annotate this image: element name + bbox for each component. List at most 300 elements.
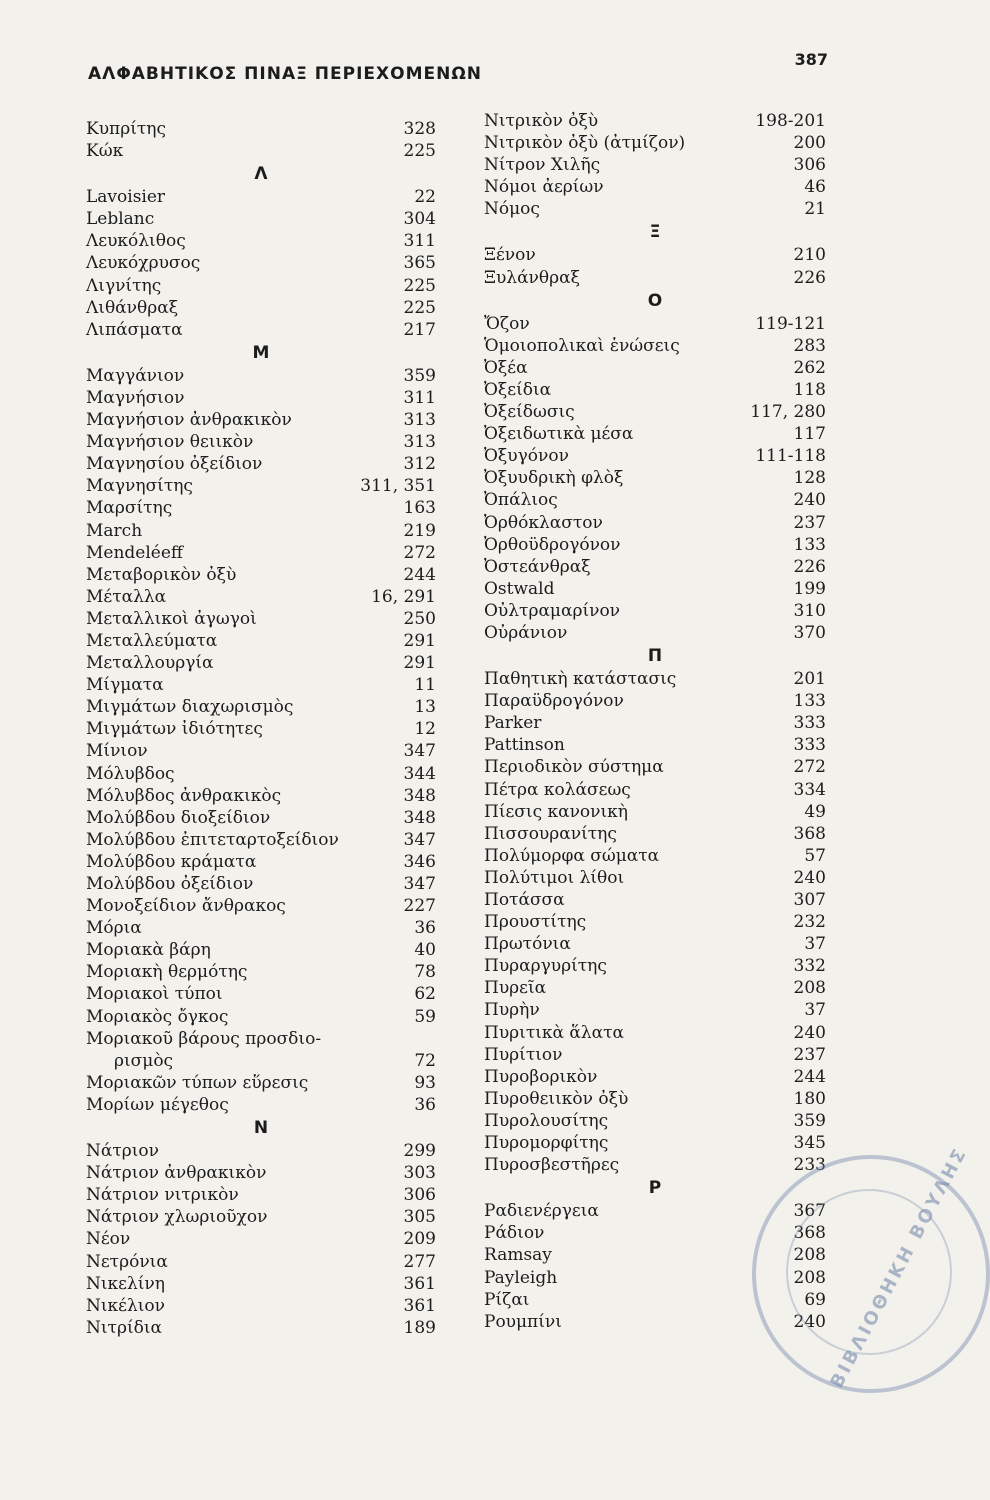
index-entry	[484, 401, 826, 423]
index-page-ref: 200	[793, 133, 826, 154]
index-entry	[86, 1050, 436, 1072]
index-term: Νάτριον	[86, 1141, 159, 1162]
index-entry	[86, 1273, 436, 1295]
index-page-ref: 22	[414, 187, 436, 208]
index-entry	[86, 542, 436, 564]
index-page-ref: 72	[414, 1050, 436, 1071]
index-entry	[484, 845, 826, 867]
index-term: Ὄζον	[484, 313, 530, 334]
index-term: Λευκόλιθος	[86, 231, 186, 252]
index-entry	[484, 110, 826, 132]
index-page-ref: 240	[793, 867, 826, 888]
index-term: Ὀξείδια	[484, 379, 552, 400]
index-entry	[484, 712, 826, 734]
index-page-ref: 313	[403, 432, 436, 453]
index-page-ref: 208	[793, 1245, 826, 1266]
index-page-ref: 198-201	[755, 111, 826, 131]
index-entry	[86, 630, 436, 652]
index-term: Lavoisier	[86, 187, 166, 208]
section-letter: Ξ	[649, 222, 661, 243]
index-page-ref: 291	[403, 630, 436, 651]
index-entry	[484, 512, 826, 534]
index-entry	[86, 453, 436, 475]
index-page-ref: 348	[403, 785, 436, 806]
index-term: Ὀξυυδρικὴ φλὸξ	[484, 468, 624, 489]
index-entry	[484, 801, 826, 823]
index-entry	[86, 297, 436, 319]
index-term: Μορίων μέγεθος	[86, 1094, 229, 1115]
index-page-ref: 250	[403, 608, 436, 629]
index-term: Μαγνήσιον θειικὸν	[86, 432, 254, 453]
index-page-ref: 62	[414, 984, 436, 1005]
index-entry	[484, 1154, 826, 1176]
index-term: Πυρὴν	[484, 1000, 540, 1021]
index-term: Πυρολουσίτης	[484, 1110, 609, 1131]
index-term: Πρωτόνια	[484, 934, 571, 955]
index-entry	[484, 779, 826, 801]
index-term: Μολύβδου κράματα	[86, 851, 257, 872]
index-term: Μοριακὴ θερμότης	[86, 962, 248, 983]
section-letter: Λ	[254, 164, 268, 185]
index-term: Μολύβδου ὀξείδιον	[86, 874, 254, 894]
index-term: Ὀρθοϋδρογόνον	[484, 534, 621, 555]
index-page-ref: 306	[403, 1185, 436, 1206]
index-entry	[484, 955, 826, 977]
index-page-ref: 262	[793, 357, 826, 378]
index-term: Πυροθειικὸν ὀξὺ	[484, 1088, 629, 1109]
index-term: Μόλυβδος	[86, 763, 175, 784]
index-term: Μίνιον	[86, 741, 148, 762]
index-term: Ὀξείδωσις	[484, 402, 575, 423]
index-entry	[86, 1006, 436, 1028]
index-term: Μολύβδου ἐπιτεταρτοξείδιον	[86, 829, 339, 850]
index-term: Νέον	[86, 1229, 131, 1250]
index-page-ref: 244	[403, 564, 436, 585]
index-page-ref: 36	[414, 1094, 436, 1115]
index-entry	[484, 489, 826, 511]
index-page-ref: 299	[403, 1141, 436, 1162]
index-page-ref: 180	[793, 1088, 826, 1109]
index-entry	[86, 431, 436, 453]
index-term: Μόλυβδος ἀνθρακικὸς	[86, 785, 282, 806]
index-page-ref: 226	[793, 556, 826, 577]
index-page-ref: 305	[403, 1207, 436, 1228]
index-entry	[86, 718, 436, 740]
index-page-ref: 311	[403, 231, 436, 252]
index-entry	[86, 140, 436, 162]
index-entry	[484, 198, 826, 220]
index-entry	[484, 622, 826, 644]
index-entry	[484, 556, 826, 578]
index-entry	[86, 873, 436, 895]
index-page-ref: 233	[793, 1155, 826, 1176]
index-entry	[484, 423, 826, 445]
index-term: Ὁμοιοπολικαὶ ἑνώσεις	[484, 335, 680, 356]
library-stamp-text: ΒΙΒΛΙΟΘΗΚΗ ΒΟΥΛΗΣ	[826, 1143, 972, 1392]
index-term: Νικελίνη	[86, 1273, 165, 1294]
index-term: Νιτρικὸν ὀξὺ (ἀτμίζον)	[484, 133, 686, 154]
index-page-ref: 36	[414, 918, 436, 939]
index-term: Πυρομορφίτης	[484, 1133, 609, 1154]
index-entry	[86, 696, 436, 718]
index-term: Μοριακοῦ βάρους προσδιο-	[86, 1028, 322, 1049]
index-page-ref: 240	[793, 1022, 826, 1043]
index-entry	[86, 652, 436, 674]
index-entry	[484, 578, 826, 600]
index-entry	[86, 319, 436, 341]
index-entry	[86, 497, 436, 519]
index-entry	[484, 534, 826, 556]
index-entry	[86, 983, 436, 1005]
index-term: Προυστίτης	[484, 912, 587, 933]
index-term: Μίγματα	[86, 675, 164, 696]
index-page-ref: 311	[403, 387, 436, 408]
index-page-ref: 217	[403, 319, 436, 340]
index-entry	[86, 1162, 436, 1184]
index-column-right	[484, 110, 826, 1333]
index-entry	[86, 917, 436, 939]
index-term: Μοριακοὶ τύποι	[86, 984, 223, 1005]
index-term: Νάτριον νιτρικὸν	[86, 1185, 239, 1206]
index-page-ref: 227	[403, 896, 436, 917]
section-letter: Π	[647, 646, 663, 667]
index-entry	[86, 586, 436, 608]
index-entry	[86, 230, 436, 252]
index-term: Νάτριον χλωριοῦχον	[86, 1207, 268, 1228]
index-page-ref: 209	[403, 1229, 436, 1250]
index-column-left	[86, 118, 436, 1339]
index-term: Νόμος	[484, 199, 540, 220]
index-page-ref: 310	[793, 600, 826, 621]
index-page-ref: 57	[804, 845, 826, 866]
index-entry	[484, 154, 826, 176]
index-entry	[484, 445, 826, 467]
index-entry	[484, 379, 826, 401]
index-page-ref: 237	[793, 512, 826, 533]
index-page-ref: 312	[403, 454, 436, 475]
index-entry	[86, 1228, 436, 1250]
index-entry	[484, 176, 826, 198]
index-entry	[86, 1140, 436, 1162]
index-term: Μονοξείδιον ἄνθρακος	[86, 896, 286, 917]
index-term: Μαγγάνιον	[86, 365, 185, 386]
index-entry	[86, 807, 436, 829]
index-term: Περιοδικὸν σύστημα	[484, 757, 664, 778]
section-letter: Ν	[253, 1118, 269, 1139]
index-term: Νίτρον Χιλῆς	[484, 155, 601, 176]
index-entry	[86, 1184, 436, 1206]
index-page-ref: 69	[804, 1289, 826, 1310]
index-term: Ὀξειδωτικὰ μέσα	[484, 424, 634, 445]
index-entry	[484, 977, 826, 999]
index-page-ref: 348	[403, 807, 436, 828]
index-page-ref: 219	[403, 520, 436, 541]
index-term: Μοριακὸς ὄγκος	[86, 1006, 229, 1027]
index-page-ref: 37	[804, 1000, 826, 1021]
index-entry	[484, 668, 826, 690]
index-term: Mendeléeff	[86, 542, 183, 563]
index-page-ref: 225	[403, 297, 436, 318]
index-entry	[86, 851, 436, 873]
index-entry	[86, 674, 436, 696]
index-term: Πυρίτιον	[484, 1044, 563, 1065]
index-page-ref: 163	[403, 498, 436, 519]
index-term: Μαγνησίου ὀξείδιον	[86, 454, 263, 475]
index-term: Λευκόχρυσος	[86, 253, 201, 274]
index-entry	[484, 823, 826, 845]
index-page-ref: 291	[403, 653, 436, 674]
index-entry	[484, 244, 826, 266]
index-term: Ρουμπίνι	[484, 1311, 562, 1332]
index-page-ref: 37	[804, 934, 826, 955]
page-header	[88, 50, 828, 92]
index-entry	[484, 734, 826, 756]
index-entry	[86, 785, 436, 807]
index-term: Ξυλάνθραξ	[484, 267, 580, 288]
index-term: Μέταλλα	[86, 586, 167, 607]
index-entry	[86, 1295, 436, 1317]
index-page-ref: 347	[403, 874, 436, 894]
index-entry	[86, 118, 436, 140]
index-entry	[484, 1066, 826, 1088]
index-page-ref: 11	[414, 675, 436, 696]
index-entry	[86, 608, 436, 630]
index-entry	[86, 895, 436, 917]
index-entry	[484, 1110, 826, 1132]
index-page-ref: 368	[793, 823, 826, 844]
index-entry	[484, 467, 826, 489]
index-page-ref: 225	[403, 275, 436, 296]
index-term: Ὀρθόκλαστον	[484, 512, 603, 533]
index-term: Μιγμάτων διαχωρισμὸς	[86, 697, 294, 718]
index-page-ref: 189	[403, 1317, 436, 1338]
index-term: Πυριτικὰ ἅλατα	[484, 1022, 625, 1043]
index-entry	[484, 1022, 826, 1044]
index-term: Μεταβορικὸν ὀξὺ	[86, 564, 237, 585]
index-entry	[86, 387, 436, 409]
index-page-ref: 346	[403, 851, 436, 872]
index-page-ref: 59	[414, 1006, 436, 1027]
index-entry	[86, 763, 436, 785]
index-term: Πυροσβεστῆρες	[484, 1155, 620, 1176]
index-term: Ὀστεάνθραξ	[484, 556, 591, 577]
index-term: Pattinson	[484, 735, 565, 756]
index-page-ref: 277	[403, 1251, 436, 1272]
index-term: Νάτριον ἀνθρακικὸν	[86, 1163, 267, 1184]
index-entry	[484, 933, 826, 955]
index-page-ref: 210	[793, 245, 826, 266]
index-page-ref: 93	[414, 1072, 436, 1093]
index-page-ref: 303	[403, 1163, 436, 1184]
index-term: Πισσουρανίτης	[484, 823, 617, 844]
index-term: Λιγνίτης	[86, 275, 162, 296]
index-page-ref: 328	[403, 119, 436, 139]
index-entry	[86, 1072, 436, 1094]
index-term: Leblanc	[86, 209, 155, 230]
index-entry	[86, 1206, 436, 1228]
index-entry	[86, 186, 436, 208]
index-page-ref: 345	[793, 1133, 826, 1154]
index-page-ref: 240	[793, 1311, 826, 1332]
index-page-ref: 225	[403, 141, 436, 162]
index-term: Μόρια	[86, 918, 142, 939]
section-letter: Ρ	[648, 1178, 662, 1199]
index-page-ref: 111-118	[755, 446, 826, 467]
index-term: Οὐλτραμαρίνον	[484, 600, 621, 621]
index-page-ref: 133	[793, 691, 826, 712]
index-entry	[86, 564, 436, 586]
index-term: Μαγνήσιον	[86, 387, 185, 408]
index-page-ref: 128	[793, 468, 826, 489]
index-term: Πυρεῖα	[484, 978, 547, 999]
index-entry	[86, 1028, 436, 1050]
index-term: Πολύμορφα σώματα	[484, 845, 660, 866]
index-page-ref: 359	[793, 1110, 826, 1131]
index-page-ref: 21	[804, 199, 826, 220]
index-term: Μοριακῶν τύπων εὕρεσις	[86, 1072, 309, 1093]
index-page-ref: 344	[403, 763, 436, 784]
index-page-ref: 232	[793, 912, 826, 933]
index-term: Ὀπάλιος	[484, 490, 558, 511]
index-term: Νετρόνια	[86, 1251, 168, 1272]
index-page-ref: 40	[414, 940, 436, 961]
index-page-ref: 133	[793, 534, 826, 555]
index-term: Μιγμάτων ἰδιότητες	[86, 719, 263, 740]
index-page-ref: 117, 280	[750, 402, 826, 423]
index-entry	[484, 313, 826, 335]
index-entry	[484, 1088, 826, 1110]
index-term: Πυροβορικὸν	[484, 1066, 598, 1087]
index-page-ref: 12	[414, 719, 436, 740]
index-term: Μεταλλουργία	[86, 653, 214, 674]
index-term: Πίεσις κανονικὴ	[484, 801, 628, 822]
index-entry	[86, 1094, 436, 1116]
index-term: Ξένον	[484, 245, 536, 266]
index-page-ref: 119-121	[755, 313, 826, 334]
index-entry	[484, 267, 826, 289]
index-entry	[86, 939, 436, 961]
index-page-ref: 13	[414, 697, 436, 718]
index-term: Νόμοι ἀερίων	[484, 177, 604, 198]
index-page-ref: 307	[793, 890, 826, 910]
section-letter: Ο	[647, 290, 663, 311]
index-page-ref: 78	[414, 962, 436, 983]
index-page-ref: 333	[793, 735, 826, 756]
index-page-ref: 332	[793, 956, 826, 977]
index-page-ref: 311, 351	[360, 476, 436, 497]
index-term: Οὐράνιον	[484, 622, 568, 643]
index-page-ref: 334	[793, 779, 826, 800]
index-entry	[484, 600, 826, 622]
index-term: Ποτάσσα	[484, 890, 565, 910]
index-page-ref: 333	[793, 713, 826, 734]
index-term: ρισμὸς	[114, 1050, 174, 1071]
index-term: Λιθάνθραξ	[86, 297, 179, 318]
index-entry	[86, 1317, 436, 1339]
index-page-ref: 347	[403, 741, 436, 762]
index-page-ref: 347	[403, 829, 436, 850]
index-term: Νικέλιον	[86, 1295, 165, 1316]
index-page-ref: 306	[793, 155, 826, 176]
index-term: Πέτρα κολάσεως	[484, 779, 631, 800]
index-term: March	[86, 520, 143, 541]
index-entry	[484, 1044, 826, 1066]
index-page-ref: 370	[793, 622, 826, 643]
index-page-ref: 272	[793, 757, 826, 778]
index-term: Payleigh	[484, 1267, 558, 1288]
index-entry	[484, 867, 826, 889]
index-entry	[86, 520, 436, 542]
index-term: Κυπρίτης	[86, 119, 166, 139]
running-title: ΑΛΦΑΒΗΤΙΚΟΣ ΠΙΝΑΞ ΠΕΡΙΕΧΟΜΕΝΩΝ	[88, 64, 483, 84]
index-term: Νιτρίδια	[86, 1317, 162, 1338]
index-term: Ostwald	[484, 578, 555, 599]
index-entry	[484, 335, 826, 357]
index-term: Λιπάσματα	[86, 319, 183, 340]
index-page-ref: 237	[793, 1044, 826, 1065]
index-entry	[86, 475, 436, 497]
index-term: Μεταλλεύματα	[86, 630, 218, 651]
index-entry	[484, 911, 826, 933]
index-entry	[86, 829, 436, 851]
index-entry	[484, 1132, 826, 1154]
index-entry	[484, 756, 826, 778]
index-term: Παθητικὴ κατάστασις	[484, 669, 677, 690]
index-entry	[86, 961, 436, 983]
index-term: Ὀξέα	[484, 357, 528, 378]
index-page-ref: 367	[793, 1201, 826, 1222]
index-term: Νιτρικὸν ὀξὺ	[484, 111, 599, 131]
index-term: Μεταλλικοὶ ἀγωγοὶ	[86, 608, 257, 629]
index-term: Ράδιον	[484, 1223, 545, 1244]
index-term: Πυραργυρίτης	[484, 956, 607, 977]
index-entry	[86, 1251, 436, 1273]
index-page-ref: 240	[793, 490, 826, 511]
index-page-ref: 283	[793, 335, 826, 356]
index-page-ref: 313	[403, 410, 436, 431]
index-entry	[484, 357, 826, 379]
index-page-ref: 272	[403, 542, 436, 563]
index-page-ref: 359	[403, 365, 436, 386]
index-entry	[86, 409, 436, 431]
index-page-ref: 46	[804, 177, 826, 198]
index-entry	[484, 999, 826, 1021]
index-page-ref: 118	[793, 379, 826, 400]
index-entry	[86, 208, 436, 230]
index-entry	[484, 889, 826, 911]
index-term: Μοριακὰ βάρη	[86, 940, 211, 961]
index-term: Ρίζαι	[484, 1289, 530, 1310]
index-term: Μαρσίτης	[86, 498, 173, 519]
index-page-ref: 49	[804, 801, 826, 822]
index-term: Πολύτιμοι λίθοι	[484, 867, 625, 888]
index-entry	[86, 275, 436, 297]
index-page-ref: 208	[793, 1267, 826, 1288]
index-page-ref: 199	[793, 578, 826, 599]
index-entry	[86, 740, 436, 762]
index-page-ref: 117	[793, 424, 826, 445]
index-page-ref: 365	[403, 253, 436, 274]
index-page-ref: 244	[793, 1066, 826, 1087]
index-page-ref: 304	[403, 209, 436, 230]
index-term: Ramsay	[484, 1245, 552, 1266]
index-page-ref: 208	[793, 978, 826, 999]
index-page-ref: 361	[403, 1295, 436, 1316]
index-page-ref: 226	[793, 267, 826, 288]
index-term: Parker	[484, 713, 542, 734]
index-entry	[86, 252, 436, 274]
index-page-ref: 361	[403, 1273, 436, 1294]
